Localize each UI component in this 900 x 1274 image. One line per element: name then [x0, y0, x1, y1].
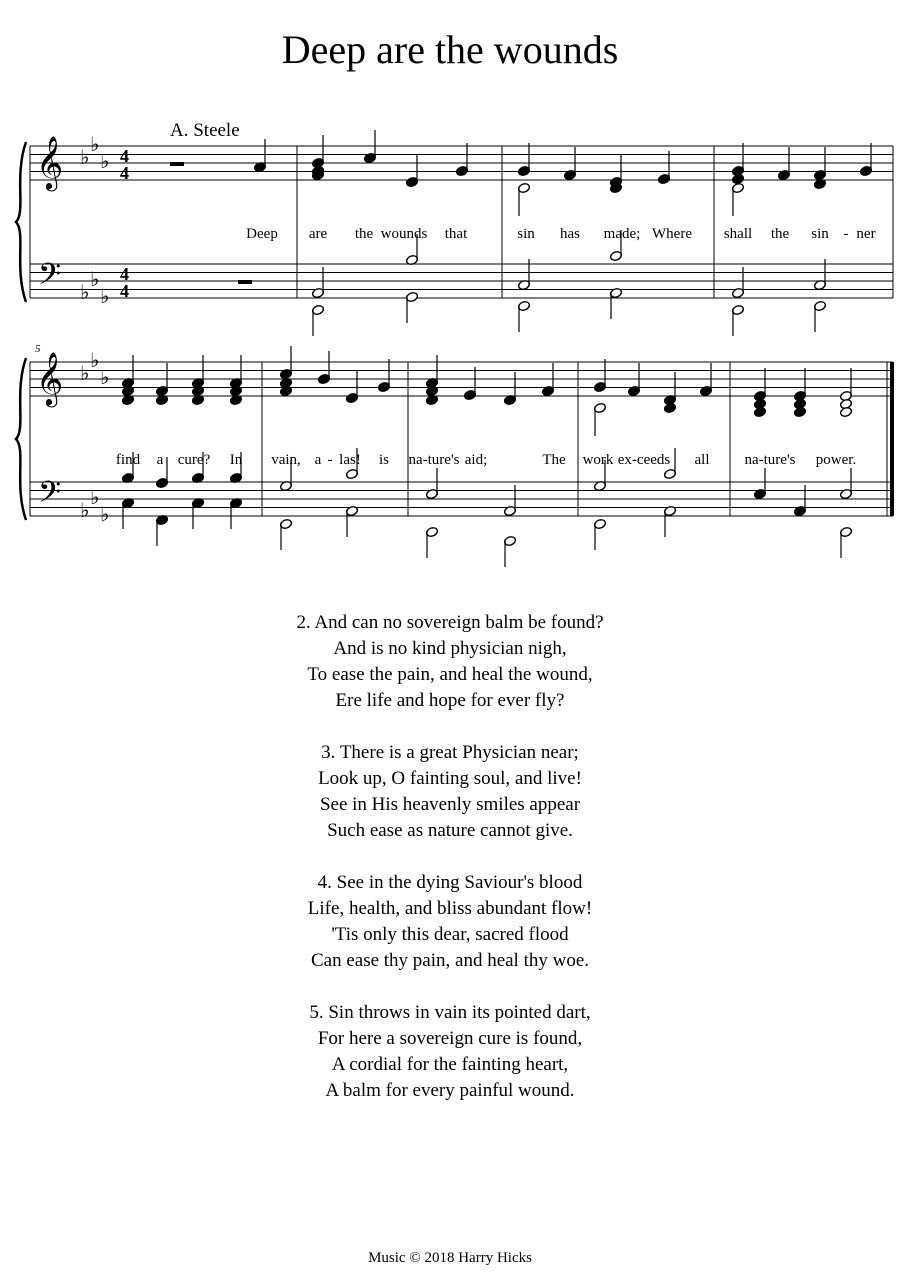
lyric-syllable: has [560, 226, 580, 242]
lyric-syllable: a [156, 452, 164, 468]
lyric-syllable: are [308, 226, 328, 242]
lyric-syllable: made; [603, 226, 641, 242]
lyric-syllable: Where [652, 226, 692, 242]
lyric-syllable: wounds [380, 226, 428, 242]
page-title: Deep are the wounds [281, 27, 619, 72]
lyric-syllable: cure? [177, 452, 211, 468]
verse-line: 'Tis only this dear, sacred flood [331, 924, 569, 945]
flat-icon: ♭ [90, 132, 100, 156]
flat-icon: ♭ [90, 267, 100, 291]
lyricist-credit: A. Steele [170, 120, 240, 141]
lyric-syllable: a [314, 452, 322, 468]
rest [238, 280, 252, 284]
rest [170, 162, 184, 166]
flat-icon: ♭ [100, 365, 110, 389]
lyric-syllable: the [770, 226, 790, 242]
flat-icon: ♭ [100, 502, 110, 526]
final-barline [890, 362, 894, 516]
lyric-syllable: sin [517, 226, 535, 242]
flat-icon: ♭ [80, 498, 90, 522]
notehead [731, 173, 744, 184]
lyric-syllable: vain, [271, 452, 301, 468]
verse-line: 5. Sin throws in vain its pointed dart, [309, 1002, 591, 1023]
verse-4 [0, 870, 900, 974]
flat-icon: ♭ [80, 361, 90, 385]
lyric-syllable: aid; [464, 452, 488, 468]
flat-icon: ♭ [100, 149, 110, 173]
flat-icon: ♭ [90, 348, 100, 372]
time-signature-bottom: 4 [120, 163, 129, 183]
verse-line: Look up, O fainting soul, and live! [318, 768, 582, 789]
verse-3 [0, 740, 900, 844]
verse-line: See in His heavenly smiles appear [319, 794, 581, 815]
verse-line: For here a sovereign cure is found, [317, 1028, 583, 1049]
time-signature-top: 4 [120, 264, 129, 284]
notehead [793, 406, 806, 417]
system-1 [16, 130, 893, 336]
treble-clef-icon: 𝄞 [36, 135, 64, 189]
lyric-syllable: that [444, 226, 468, 242]
flat-icon: ♭ [100, 284, 110, 308]
treble-clef-icon: 𝄞 [36, 351, 64, 405]
flat-icon: ♭ [90, 485, 100, 509]
lyric-syllable: - [327, 452, 333, 468]
lyric-syllable: ex-ceeds [617, 452, 671, 468]
verse-line: Life, health, and bliss abundant flow! [307, 898, 593, 919]
lyric-syllable: work [582, 452, 614, 468]
lyric-syllable: In [229, 452, 243, 468]
verse-line: And is no kind physician nigh, [333, 638, 567, 659]
time-signature-bottom: 4 [120, 281, 129, 301]
flat-icon: ♭ [80, 280, 90, 304]
bass-clef-icon: 𝄢 [38, 258, 62, 299]
lyric-syllable: na-ture's [408, 452, 460, 468]
verse-line: 2. And can no sovereign balm be found? [296, 612, 604, 633]
lyric-syllable: las! [339, 452, 361, 468]
verse-2 [0, 610, 900, 714]
lyric-syllable: find [115, 452, 141, 468]
brace [16, 142, 26, 302]
lyric-syllable: - [843, 226, 849, 242]
lyric-syllable: The [542, 452, 566, 468]
notehead [753, 406, 766, 417]
verses-block [0, 610, 900, 1130]
verse-line: A balm for every painful wound. [325, 1080, 575, 1101]
lyric-syllable: the [354, 226, 374, 242]
notehead [839, 406, 852, 417]
verse-line: Such ease as nature cannot give. [327, 820, 573, 841]
lyric-syllable: ner [856, 226, 876, 242]
verse-line: To ease the pain, and heal the wound, [307, 664, 593, 685]
lyric-syllable: all [694, 452, 710, 468]
lyric-syllable: shall [723, 226, 753, 242]
verse-line: 4. See in the dying Saviour's blood [317, 872, 583, 893]
lyric-syllable: is [378, 452, 390, 468]
music-score [0, 0, 900, 590]
verse-line: 3. There is a great Physician near; [321, 742, 579, 763]
system-2 [16, 346, 894, 567]
verse-line: Ere life and hope for ever fly? [335, 690, 565, 711]
measure-number: 5 [35, 343, 41, 355]
copyright-footer: Music © 2018 Harry Hicks [368, 1250, 532, 1266]
flat-icon: ♭ [80, 145, 90, 169]
notehead [663, 402, 676, 413]
lyric-syllable: sin [811, 226, 829, 242]
verse-line: Can ease thy pain, and heal thy woe. [310, 950, 590, 971]
verse-line: A cordial for the fainting heart, [331, 1054, 569, 1075]
bass-clef-icon: 𝄢 [38, 476, 62, 517]
time-signature-top: 4 [120, 146, 129, 166]
lyric-syllable: na-ture's [744, 452, 796, 468]
lyric-syllable: power. [815, 452, 857, 468]
verse-5 [0, 1000, 900, 1104]
lyric-syllable: Deep [246, 226, 278, 242]
brace [16, 358, 26, 520]
